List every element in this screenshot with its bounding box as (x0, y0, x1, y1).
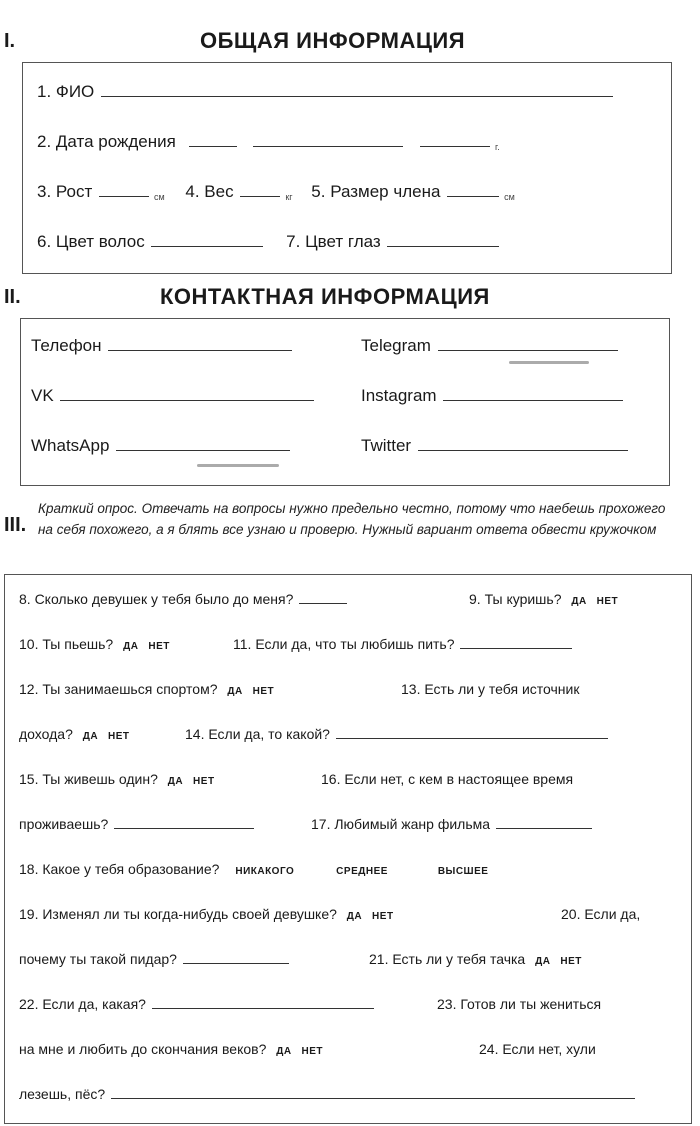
question-19 (19, 906, 394, 922)
question-20-text-cont: почему ты такой пидар? (19, 951, 177, 967)
question-18-text: 18. Какое у тебя образование? (19, 861, 220, 877)
member-size-label: 5. Размер члена (311, 182, 441, 201)
telegram-field[interactable] (438, 335, 618, 351)
member-size-field[interactable] (447, 181, 499, 197)
whatsapp-row (31, 435, 292, 456)
question-9 (469, 591, 618, 607)
hair-color-label: 6. Цвет волос (37, 232, 145, 251)
question-10-yes[interactable]: ДА (123, 641, 139, 652)
eye-color-label: 7. Цвет глаз (286, 232, 381, 251)
phone-field[interactable] (108, 335, 292, 351)
question-20-field[interactable] (183, 951, 289, 964)
question-24-field[interactable] (111, 1086, 635, 1099)
year-suffix: г. (495, 142, 500, 152)
section-1-title: ОБЩАЯ ИНФОРМАЦИЯ (200, 28, 466, 53)
question-23-no[interactable]: НЕТ (301, 1046, 323, 1057)
question-23-text-cont: на мне и любить до скончания веков? (19, 1041, 267, 1057)
question-21-text: 21. Есть ли у тебя тачка (369, 951, 526, 967)
phone-row (31, 335, 294, 356)
question-19-yes[interactable]: ДА (346, 911, 363, 922)
question-18 (19, 861, 488, 877)
member-size-unit: см (504, 192, 515, 202)
question-16-cont (19, 816, 256, 832)
vk-row (31, 385, 316, 406)
instagram-field[interactable] (443, 385, 623, 401)
survey-instructions: Краткий опрос. Отвечать на вопросы нужно предельно честно, потому что наебешь прохожего на себя похожего, а я блять все узнаю и проверю. Нужный вариант ответа обвести кружочком (38, 501, 666, 537)
question-13-no[interactable]: НЕТ (108, 731, 130, 742)
question-8-field[interactable] (299, 591, 347, 604)
question-14 (185, 726, 610, 742)
fio-field[interactable] (101, 81, 613, 97)
question-8 (19, 591, 349, 607)
question-10-no[interactable]: НЕТ (148, 641, 170, 652)
height-unit: см (153, 192, 165, 202)
telegram-row (361, 335, 620, 356)
question-12-no[interactable]: НЕТ (252, 686, 275, 697)
weight-unit: кг (285, 192, 293, 202)
general-info-box (22, 62, 672, 274)
question-19-text: 19. Изменял ли ты когда-нибудь своей девушке? (19, 906, 337, 922)
question-9-text: 9. Ты куришь? (469, 591, 562, 607)
section-2-title: КОНТАКТНАЯ ИНФОРМАЦИЯ (160, 284, 490, 309)
birthdate-label: 2. Дата рождения (37, 132, 176, 151)
question-16-text-cont: проживаешь? (19, 816, 109, 832)
birth-year-field[interactable] (420, 131, 490, 147)
question-14-field[interactable] (336, 726, 608, 739)
question-14-text: 14. Если да, то какой? (185, 726, 330, 742)
question-22 (19, 996, 376, 1012)
weight-field[interactable] (240, 181, 280, 197)
question-17-field[interactable] (496, 816, 592, 829)
contact-info-box (20, 318, 670, 486)
question-17 (311, 816, 594, 832)
vk-field[interactable] (60, 385, 314, 401)
question-23-yes[interactable]: ДА (276, 1046, 292, 1057)
question-24-cont (19, 1086, 637, 1102)
question-16: 16. Если нет, с кем в настоящее время (321, 771, 574, 787)
section-3-number: III. (4, 514, 27, 536)
question-9-no[interactable]: НЕТ (596, 596, 619, 607)
hair-color-field[interactable] (151, 231, 263, 247)
question-12-text: 12. Ты занимаешься спортом? (19, 681, 218, 697)
fio-label: 1. ФИО (37, 82, 95, 101)
redaction-scribble-telegram (509, 361, 589, 364)
question-16-field[interactable] (114, 816, 254, 829)
twitter-label: Twitter (361, 436, 412, 455)
question-21-yes[interactable]: ДА (535, 956, 551, 967)
survey-box (4, 574, 692, 1124)
whatsapp-label: WhatsApp (31, 436, 110, 455)
education-higher[interactable]: ВЫСШЕЕ (437, 866, 489, 877)
vk-label: VK (31, 386, 54, 405)
question-24: 24. Если нет, хули (479, 1041, 596, 1057)
height-label: 3. Рост (37, 182, 93, 201)
question-13-yes[interactable]: ДА (82, 731, 99, 742)
height-field[interactable] (99, 181, 149, 197)
birth-day-field[interactable] (189, 131, 237, 147)
question-8-text: 8. Сколько девушек у тебя было до меня? (19, 591, 294, 607)
birth-month-field[interactable] (253, 131, 403, 147)
instagram-row (361, 385, 625, 406)
question-17-text: 17. Любимый жанр фильма (311, 816, 491, 832)
question-21 (369, 951, 582, 967)
question-12-yes[interactable]: ДА (227, 686, 243, 697)
birthdate-row (37, 131, 500, 152)
question-10 (19, 636, 170, 652)
question-21-no[interactable]: НЕТ (560, 956, 582, 967)
telegram-label: Telegram (361, 336, 431, 355)
question-15-text: 15. Ты живешь один? (19, 771, 158, 787)
question-13-cont (19, 726, 130, 742)
question-20: 20. Если да, (561, 906, 641, 922)
question-11-text: 11. Если да, что ты любишь пить? (233, 636, 455, 652)
section-2-number: II. (4, 286, 21, 308)
question-20-cont (19, 951, 291, 967)
question-22-field[interactable] (152, 996, 374, 1009)
phone-label: Телефон (31, 336, 102, 355)
education-secondary[interactable]: СРЕДНЕЕ (336, 866, 388, 877)
question-12 (19, 681, 274, 697)
twitter-row (361, 435, 630, 456)
question-13: 13. Есть ли у тебя источник (401, 681, 580, 697)
question-23-cont (19, 1041, 323, 1057)
question-13-text-cont: дохода? (19, 726, 73, 742)
question-9-yes[interactable]: ДА (571, 596, 587, 607)
question-15 (19, 771, 215, 787)
question-15-yes[interactable]: ДА (167, 776, 184, 787)
question-11 (233, 636, 574, 652)
colors-row (37, 231, 501, 252)
question-10-text: 10. Ты пьешь? (19, 636, 114, 652)
section-1-number: I. (4, 30, 16, 52)
question-11-field[interactable] (460, 636, 572, 649)
redaction-scribble-whatsapp (197, 464, 279, 467)
question-19-no[interactable]: НЕТ (372, 911, 394, 922)
question-23: 23. Готов ли ты жениться (437, 996, 602, 1012)
fio-row (37, 81, 615, 102)
question-22-text: 22. Если да, какая? (19, 996, 146, 1012)
question-15-no[interactable]: НЕТ (193, 776, 215, 787)
twitter-field[interactable] (418, 435, 628, 451)
eye-color-field[interactable] (387, 231, 499, 247)
weight-label: 4. Вес (185, 182, 234, 201)
whatsapp-field[interactable] (116, 435, 290, 451)
education-none[interactable]: НИКАКОГО (235, 866, 295, 877)
question-24-text-cont: лезешь, пёс? (19, 1086, 106, 1102)
body-params-row (37, 181, 515, 202)
instagram-label: Instagram (361, 386, 437, 405)
